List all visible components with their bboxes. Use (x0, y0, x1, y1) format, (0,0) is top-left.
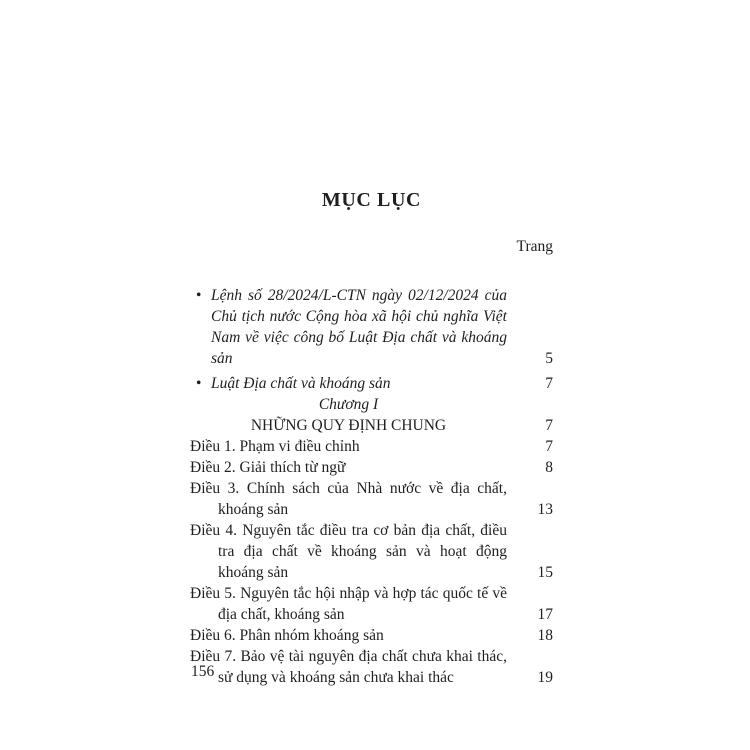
toc-entry-text (190, 373, 507, 394)
toc-entry-label: Điều 1. Phạm vi điều chỉnh (190, 438, 360, 455)
bullet-icon: • (196, 287, 202, 304)
toc-entry-page-number: 8 (545, 459, 553, 476)
toc-entry-label: Luật Địa chất và khoáng sản (211, 375, 391, 392)
toc-entry-dieu-7 (190, 646, 553, 688)
page-title: MỤC LỤC (321, 189, 422, 211)
toc-entry-dieu-5 (190, 583, 553, 625)
chapter-label-text: Chương I (318, 396, 379, 413)
toc-entry-page-number: 13 (537, 501, 553, 518)
toc-entry-label: Điều 5. Nguyên tắc hội nhập và hợp tác quốc tế về địa chất, khoáng sản (190, 585, 507, 623)
toc-list (190, 285, 553, 688)
footer-page-number: 156 (191, 663, 215, 680)
toc-entry-page-number: 17 (537, 606, 553, 623)
toc-entry-dieu-1 (190, 436, 553, 457)
chapter-title-text: NHỮNG QUY ĐỊNH CHUNG (250, 417, 447, 434)
toc-entry-label: Điều 7. Bảo vệ tài nguyên địa chất chưa khai thác, sử dụng và khoáng sản chưa khai thác (190, 648, 507, 686)
toc-entry-dieu-6 (190, 625, 553, 646)
toc-entry-label: Lệnh số 28/2024/L-CTN ngày 02/12/2024 của Chủ tịch nước Cộng hòa xã hội chủ nghĩa Việt Nam về việc công bố Luật Địa chất và khoáng sản (211, 287, 507, 367)
toc-entry-page-number: 15 (537, 564, 553, 581)
toc-entry-page-number: 5 (545, 350, 553, 367)
toc-entry-dieu-4 (190, 520, 553, 583)
toc-entry-dieu-3 (190, 478, 553, 520)
bullet-icon: • (196, 375, 202, 392)
toc-entry-text (190, 285, 507, 369)
chapter-label (190, 394, 553, 415)
toc-entry-page-number: 7 (545, 438, 553, 455)
chapter-title (190, 415, 553, 436)
toc-entry-label: Điều 4. Nguyên tắc điều tra cơ bản địa chất, điều tra địa chất về khoáng sản và hoạt động khoáng sản (190, 522, 507, 581)
toc-entry-dieu-2 (190, 457, 553, 478)
toc-entry-lenh-cong-bo (190, 285, 553, 369)
toc-entry-page-number: 7 (545, 417, 553, 434)
toc-entry-label: Điều 2. Giải thích từ ngữ (190, 459, 346, 476)
toc-entry-label: Điều 6. Phân nhóm khoáng sản (190, 627, 384, 644)
toc-entry-page-number: 7 (545, 375, 553, 392)
page-column-header: Trang (516, 238, 553, 255)
toc-entry-label: Điều 3. Chính sách của Nhà nước về địa chất, khoáng sản (190, 480, 507, 518)
toc-entry-page-number: 19 (537, 669, 553, 686)
toc-entry-luat-dia-chat (190, 373, 553, 394)
toc-entry-page-number: 18 (537, 627, 553, 644)
